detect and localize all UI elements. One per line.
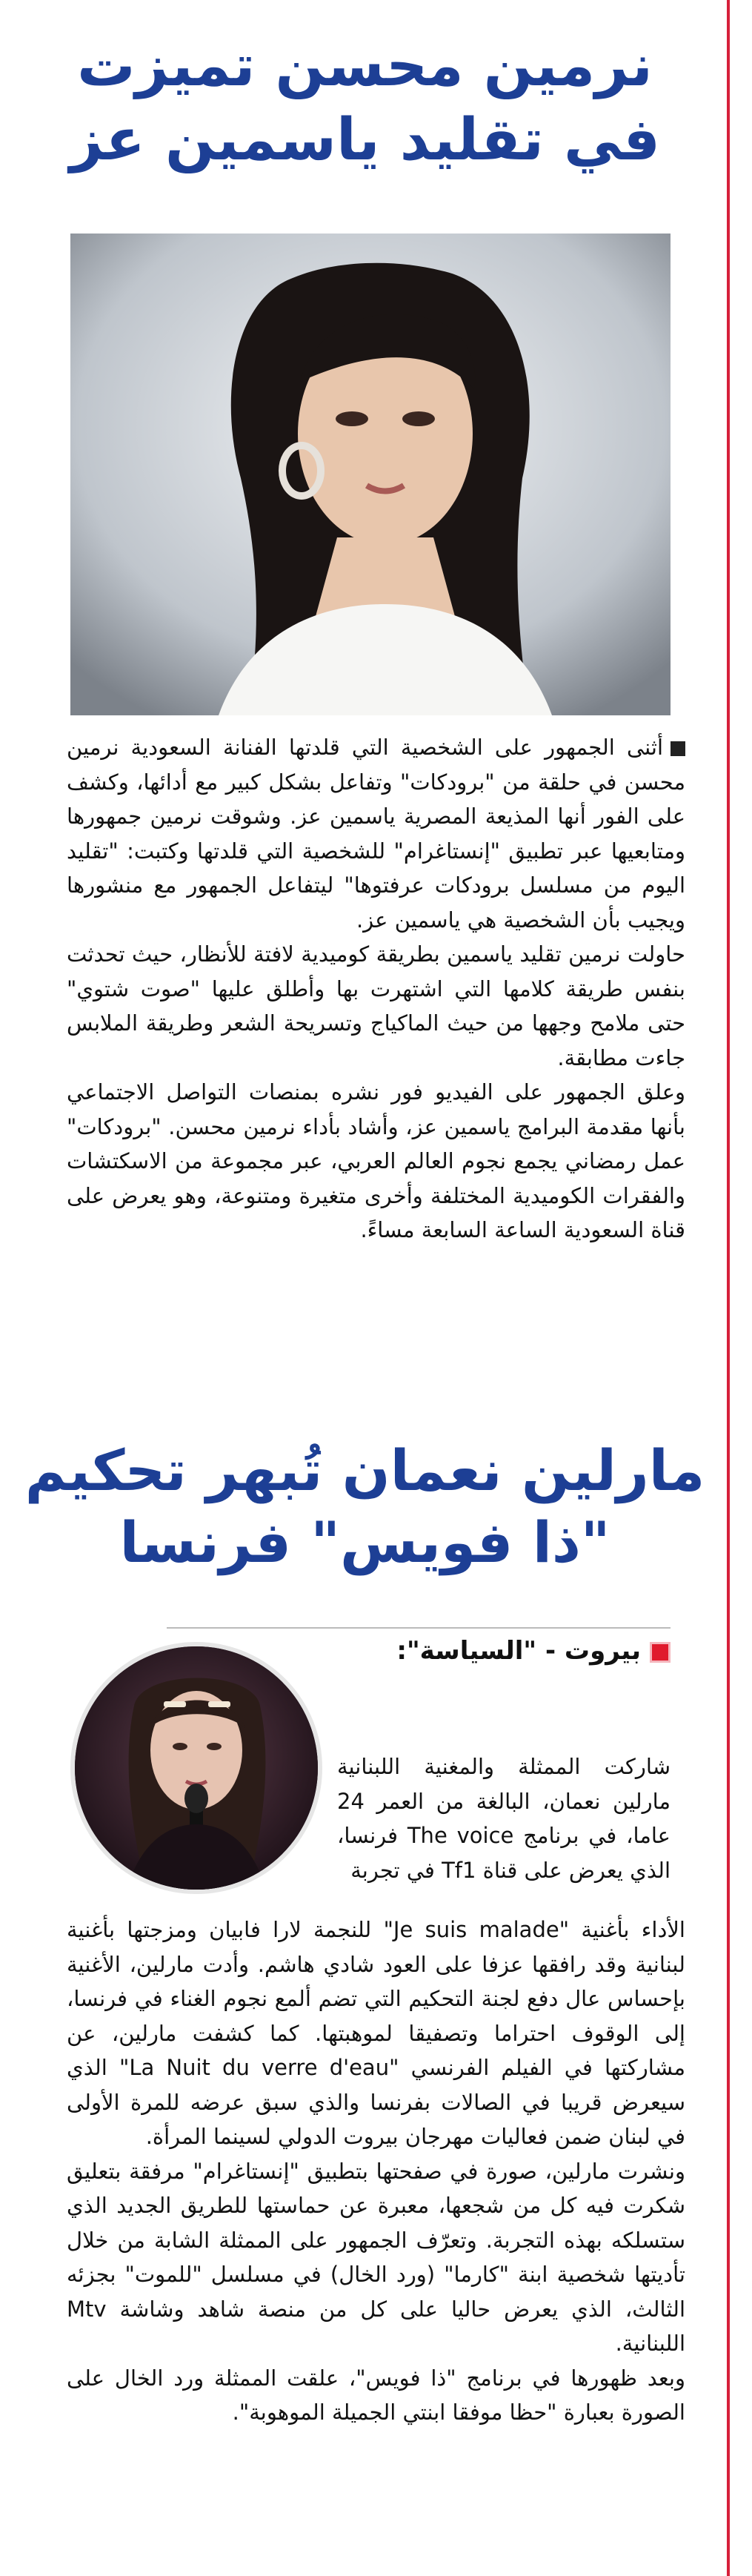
- article1-headline-line2: في تقليد ياسمين عز: [69, 106, 661, 173]
- article1-headline: [15, 30, 715, 178]
- article2-paragraph: وبعد ظهورها في برنامج "ذا فويس"، علقت الممثلة ورد الخال على الصورة بعبارة "حظا موفقا ابنتي الجميلة الموهوبة".: [67, 2365, 685, 2425]
- article1-photo-illustration: [70, 234, 671, 715]
- column-rule: [727, 0, 730, 2576]
- article2-headline: [15, 1434, 715, 1579]
- article1-headline-line1: نرمين محسن تميزت: [77, 33, 653, 99]
- article2-paragraph: ونشرت مارلين، صورة في صفحتها بتطبيق "إنستاغرام" مرفقة بتعليق شكرت فيه كل من شجعها، معبرة عن حماستها للطريق الجديد الذي ستسلكه بهذه التجربة. وتعرّف الجمهور على الممثلة الشابة من خلال تأديتها شخصية ابنة "كارما" (ورد الخال) في مسلسل "للموت" بجزئه الثالث، الذي يعرض حاليا على كل من منصة شاهد وشاشة Mtv اللبنانية.: [67, 2158, 685, 2356]
- article1-paragraph: وعلق الجمهور على الفيديو فور نشره بمنصات التواصل الاجتماعي بأنها مقدمة البرامج ياسمين عز، وأشاد بأداء نرمين محسن. "برودكات" عمل رمضاني يجمع نجوم العالم العربي، عبر مجموعة من الاسكتشات والفقرات الكوميدية المختلفة وأخرى متغيرة ومتنوعة، وهو يعرض على قناة السعودية الساعة السابعة مساءً.: [67, 1079, 685, 1242]
- article2-photo: [70, 1642, 322, 1894]
- article1-paragraph: حاولت نرمين تقليد ياسمين بطريقة كوميدية لافتة للأنظار، حيث تحدثت بنفس طريقة كلامها التي اشتهرت بها وأطلق عليها "صوت شتوي" حتى ملامح وجهها من حيث الماكياج وتسريحة الشعر وطريقة الملابس جاءت مطابقة.: [67, 941, 685, 1070]
- article2-headline-line2: "ذا فويس" فرنسا: [119, 1509, 610, 1576]
- article1-body: [67, 730, 685, 1248]
- article2-body: [67, 1913, 685, 2430]
- byline: بيروت - "السياسة":: [337, 1635, 671, 1667]
- article2-paragraph: الأداء بأغنية "Je suis malade" للنجمة لارا فابيان ومزجتها بأغنية لبنانية وقد رافقها عزفا على العود شادي هاشم. وأدت مارلين، الأغنية بإحساس عال دفع لجنة التحكيم التي تضم ألمع نجوم الغناء في فرنسا، إلى الوقوف احتراما وتصفيقا لموهبتها. كما كشفت مارلين، عن مشاركتها في الفيلم الفرنسي "La Nuit du verre d'eau" الذي سيعرض قريبا في الصالات بفرنسا والذي سبق عرضه للمرة الأولى في لبنان ضمن فعاليات مهرجان بيروت الدولي لسينما المرأة.: [67, 1917, 685, 2149]
- article1-photo: [70, 234, 671, 715]
- divider: [167, 1627, 671, 1629]
- article2-intro: شاركت الممثلة والمغنية اللبنانية مارلين نعمان، البالغة من العمر 24 عاما، في برنامج The voice فرنسا، الذي يعرض على قناة Tf1 في تجربة: [337, 1754, 671, 1883]
- bullet-icon: [671, 741, 685, 756]
- article2-headline-line1: مارلين نعمان تُبهر تحكيم: [24, 1437, 705, 1503]
- red-square-icon: [650, 1642, 671, 1663]
- article1-paragraph: أثنى الجمهور على الشخصية التي قلدتها الفنانة السعودية نرمين محسن في حلقة من "برودكات" وتفاعل بشكل كبير مع أدائها، وكشف على الفور أنها المذيعة المصرية ياسمين عز. وشوقت نرمين جمهورها ومتابعيها عبر تطبيق "إنستاغرام" للشخصية التي قلدتها وكتبت: "تقليد اليوم من مسلسل برودكات عرفتوها" ليتفاعل الجمهور مع منشورها ويجيب بأن الشخصية هي ياسمين عز.: [67, 735, 685, 933]
- article2-photo-illustration: [75, 1646, 318, 1890]
